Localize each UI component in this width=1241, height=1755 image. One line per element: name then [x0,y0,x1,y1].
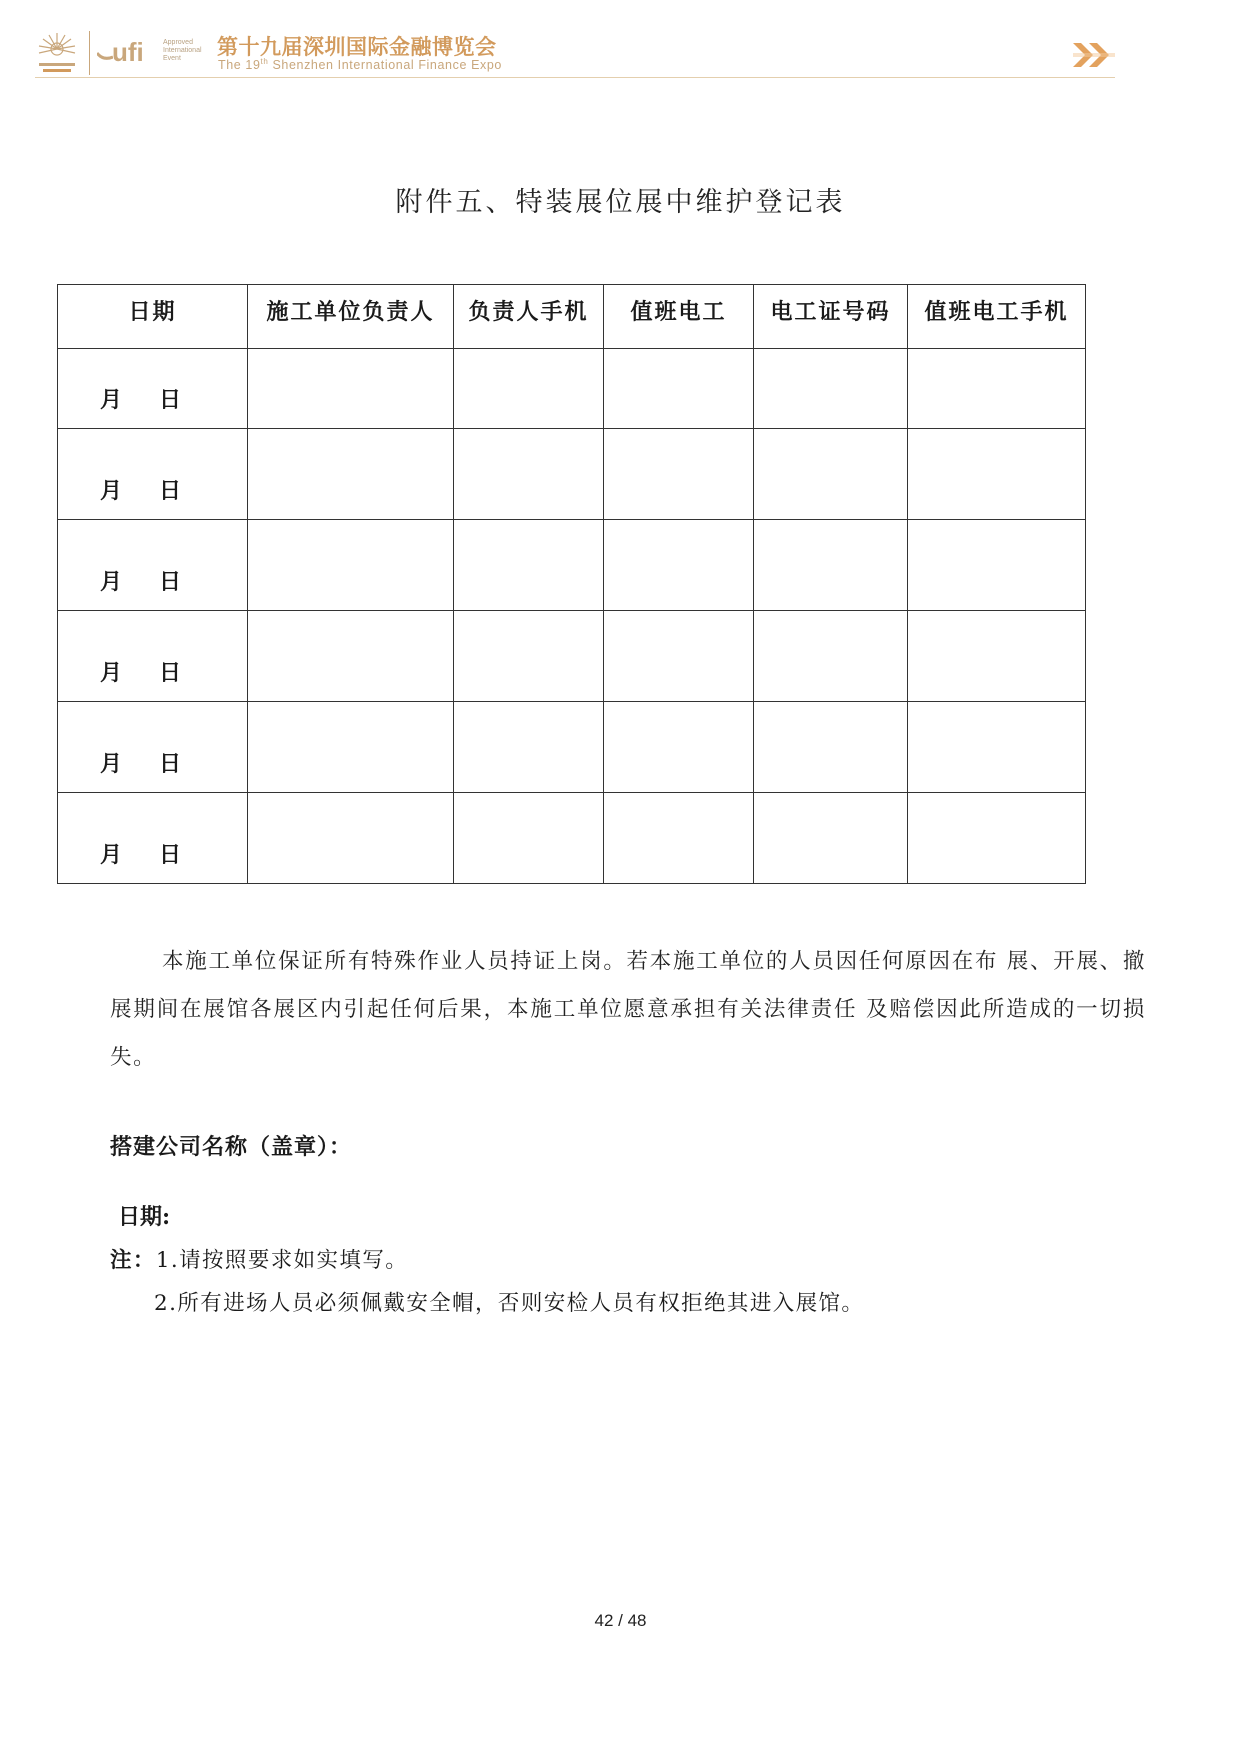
day-label: 日 [159,387,182,413]
expo-title-en-sup: th [260,57,269,66]
ufi-approved-line2: International [163,47,202,54]
day-label: 日 [159,842,182,868]
table-row [58,429,1086,520]
header-rule [35,77,1115,78]
expo-title-en-suffix: Shenzhen International Finance Expo [268,58,502,73]
electrician-cell[interactable] [604,520,754,611]
manager-cell[interactable] [248,429,454,520]
double-chevron-right-icon [1073,43,1115,67]
electrician-phone-cell[interactable] [908,520,1086,611]
electrician-cell[interactable] [604,793,754,884]
logo-divider [89,31,90,75]
expo-title-cn: 第十九届深圳国际金融博览会 [217,35,497,59]
month-label: 月 [100,387,123,413]
header-electrician-license: 电工证号码 [754,285,908,349]
manager-phone-cell[interactable] [454,349,604,429]
table-row [58,349,1086,429]
date-cell[interactable] [58,793,248,884]
header-contractor-manager: 施工单位负责人 [248,285,454,349]
month-label: 月 [100,660,123,686]
day-label: 日 [159,660,182,686]
electrician-cell[interactable] [604,702,754,793]
month-label: 月 [100,478,123,504]
header-date: 日期 [58,285,248,349]
day-label: 日 [159,569,182,595]
manager-phone-cell[interactable] [454,611,604,702]
header-manager-phone: 负责人手机 [454,285,604,349]
electrician-phone-cell[interactable] [908,611,1086,702]
expo-title-en-prefix: The 19 [218,58,261,73]
manager-cell[interactable] [248,520,454,611]
date-cell[interactable] [58,429,248,520]
manager-cell[interactable] [248,702,454,793]
month-label: 月 [100,751,123,777]
signature-date-label: 日期: [118,1204,171,1230]
header-electrician-phone: 值班电工手机 [908,285,1086,349]
ufi-swoosh-icon [97,51,113,61]
date-cell[interactable] [58,611,248,702]
license-cell[interactable] [754,611,908,702]
registration-table [57,284,1086,884]
month-label: 月 [100,569,123,595]
sun-logo-icon [35,29,79,77]
license-cell[interactable] [754,520,908,611]
table-row [58,611,1086,702]
month-label: 月 [100,842,123,868]
manager-phone-cell[interactable] [454,793,604,884]
license-cell[interactable] [754,793,908,884]
table-row [58,520,1086,611]
day-label: 日 [159,751,182,777]
manager-cell[interactable] [248,349,454,429]
ufi-wordmark: ufi [112,37,144,67]
manager-phone-cell[interactable] [454,520,604,611]
note-item-2: 2.所有进场人员必须佩戴安全帽，否则安检人员有权拒绝其进入展馆。 [154,1291,865,1316]
manager-cell[interactable] [248,793,454,884]
ufi-approved-text [163,39,202,63]
header-duty-electrician: 值班电工 [604,285,754,349]
electrician-phone-cell[interactable] [908,702,1086,793]
ufi-approved-line3: Event [163,55,181,62]
day-label: 日 [159,478,182,504]
company-name-seal-label: 搭建公司名称（盖章）： [110,1134,353,1160]
manager-cell[interactable] [248,611,454,702]
electrician-phone-cell[interactable] [908,793,1086,884]
date-cell[interactable] [58,520,248,611]
license-cell[interactable] [754,349,908,429]
note-1-text: 1.请按照要求如实填写。 [155,1248,409,1273]
ufi-logo [97,39,207,69]
electrician-phone-cell[interactable] [908,349,1086,429]
date-cell[interactable] [58,349,248,429]
table-row [58,793,1086,884]
date-cell[interactable] [58,702,248,793]
license-cell[interactable] [754,429,908,520]
ufi-approved-line1: Approved [163,39,193,46]
note-prefix: 注： [110,1248,156,1273]
electrician-cell[interactable] [604,429,754,520]
note-item-1 [110,1243,408,1274]
license-cell[interactable] [754,702,908,793]
table-row [58,702,1086,793]
page-header [35,25,1115,83]
responsibility-statement: 本施工单位保证所有特殊作业人员持证上岗。若本施工单位的人员因任何原因在布 展、开展、撤展期间在展馆各展区内引起任何后果，本施工单位愿意承担有关法律责任 及赔偿因此所造成的一切损失。 [110,949,1146,1070]
manager-phone-cell[interactable] [454,702,604,793]
electrician-cell[interactable] [604,611,754,702]
electrician-phone-cell[interactable] [908,429,1086,520]
electrician-cell[interactable] [604,349,754,429]
manager-phone-cell[interactable] [454,429,604,520]
document-title: 附件五、特装展位展中维护登记表 [395,187,846,218]
table-header-row [58,285,1086,349]
expo-title-en [218,57,502,72]
page-number: 42 / 48 [594,1611,647,1630]
